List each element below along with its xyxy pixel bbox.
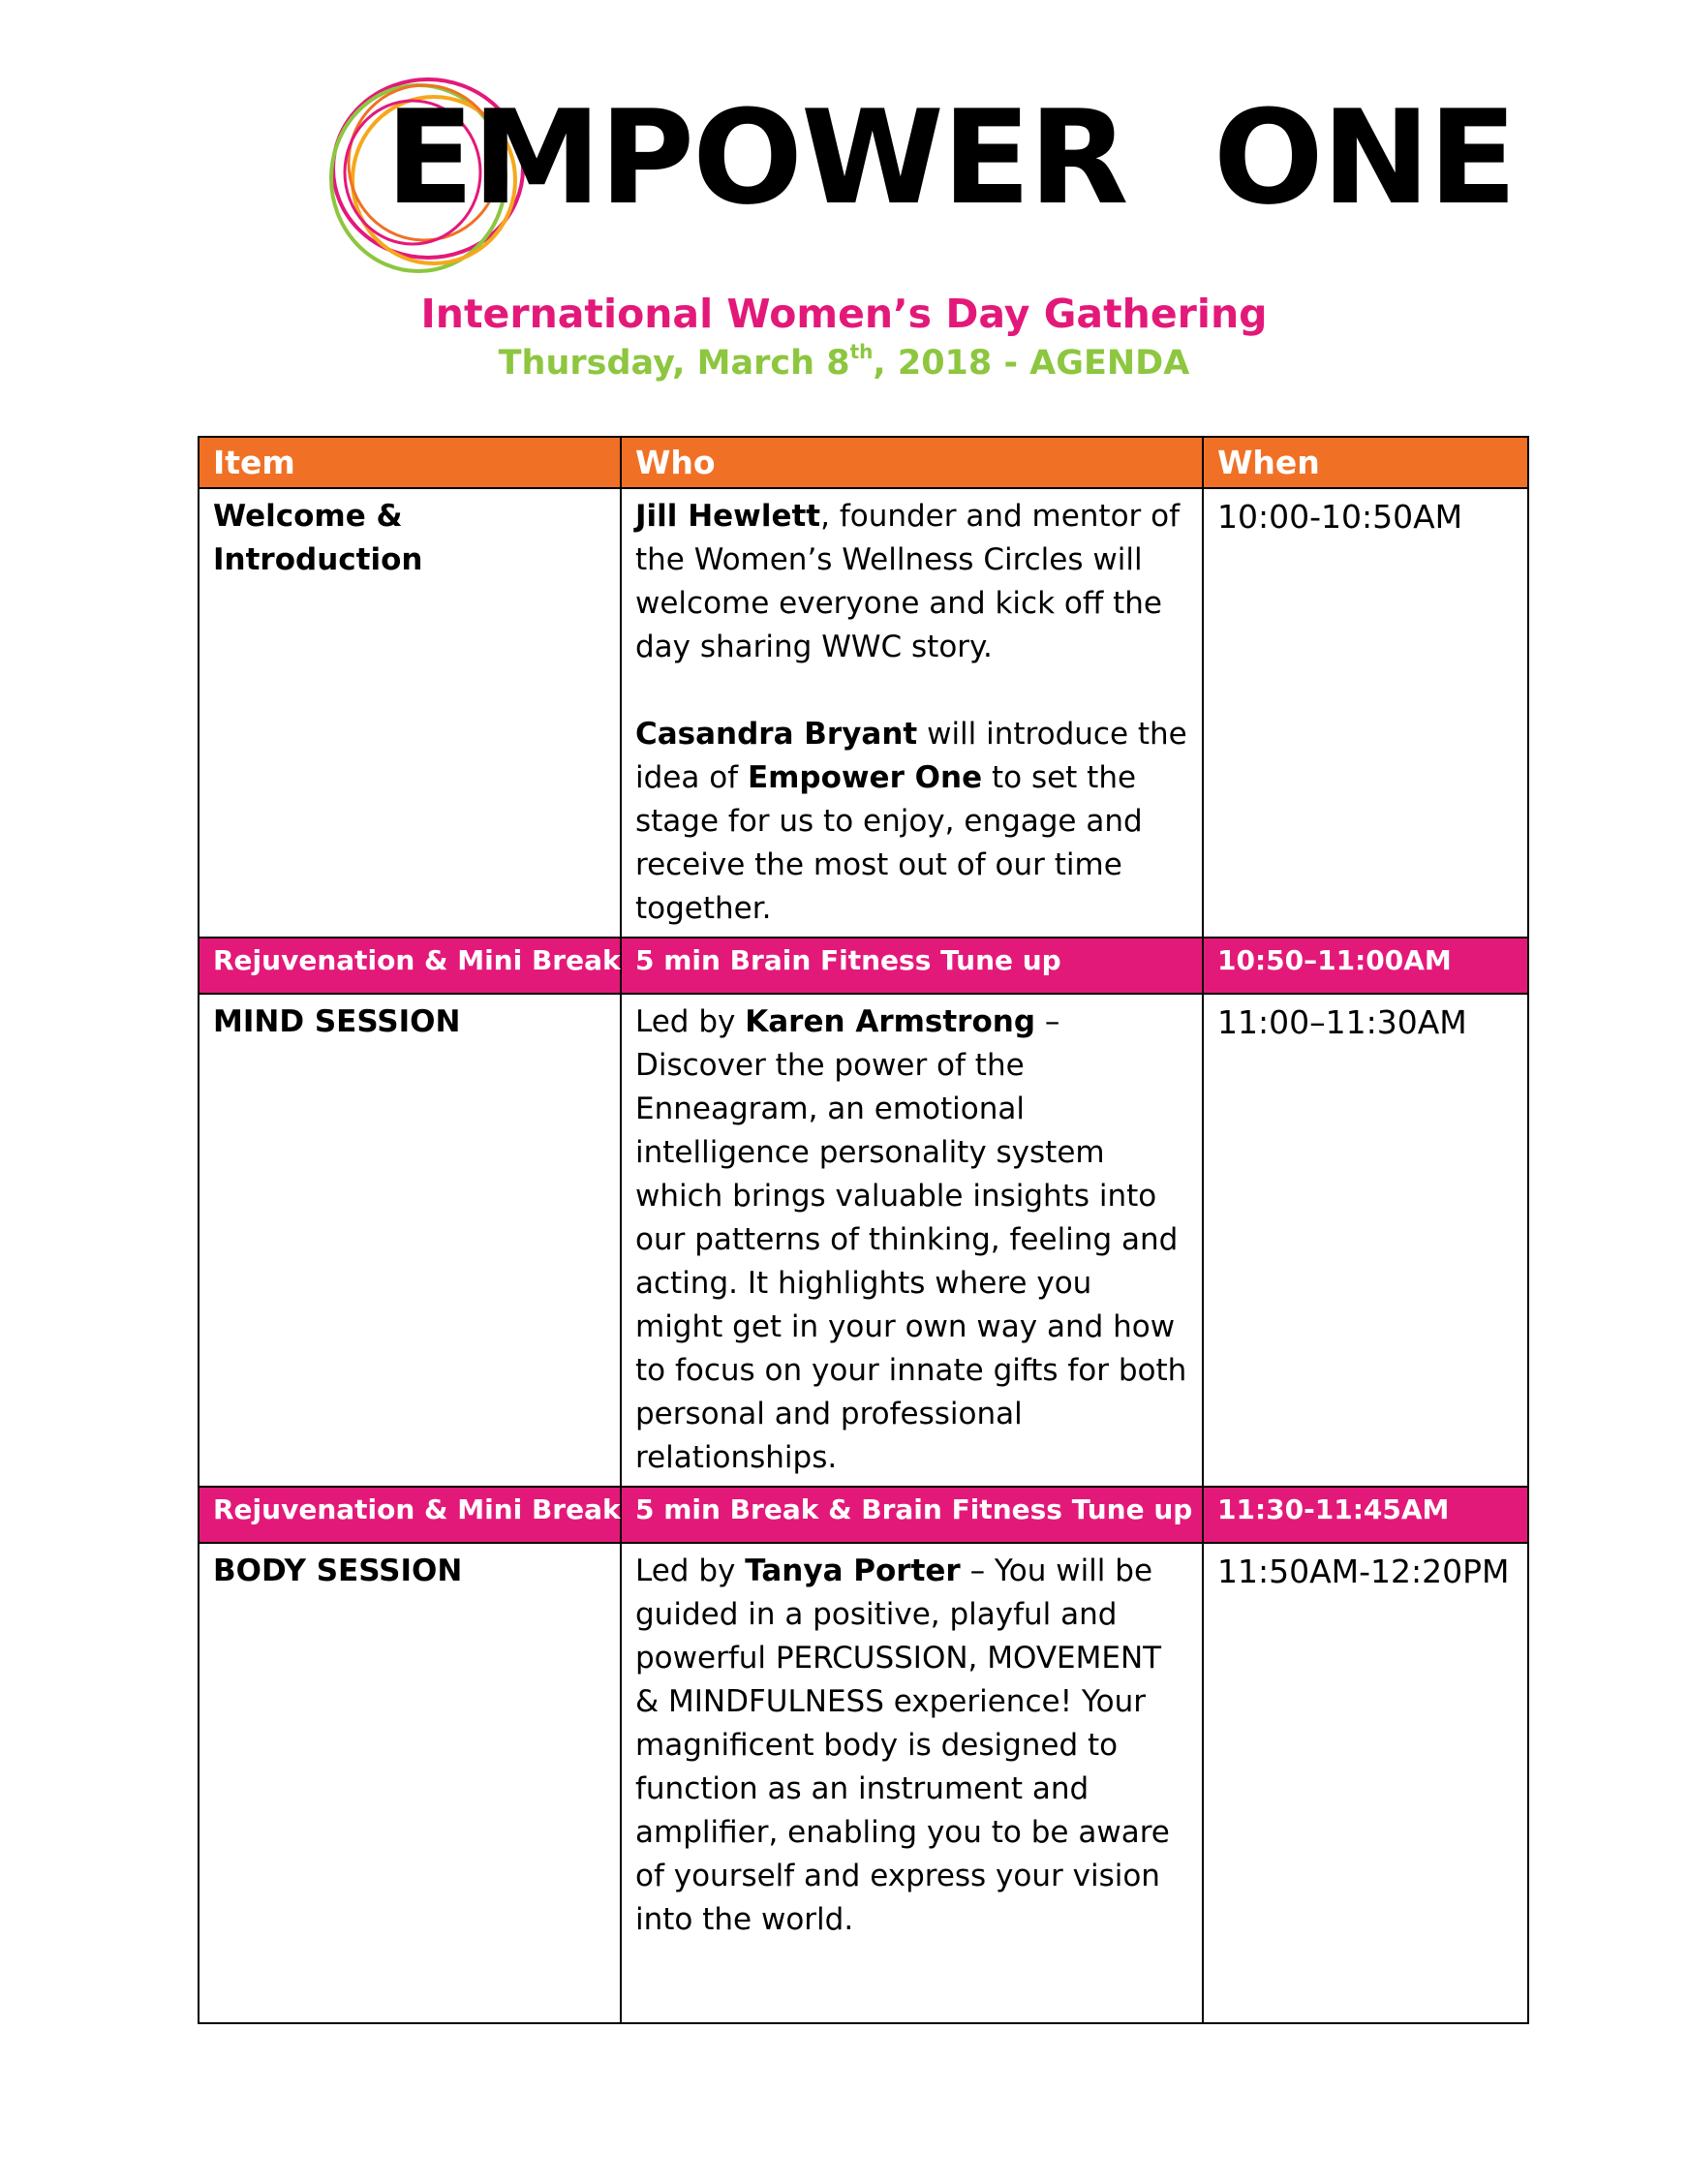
header-who: Who [621,437,1203,488]
mind-lead: Led by [635,1004,746,1039]
welcome-p2-bold: Empower One [747,760,983,795]
table-row-body [199,1543,1528,2023]
body-lead: Led by [635,1553,746,1588]
table-header-row [199,437,1528,488]
break2-who: 5 min Break & Brain Fitness Tune up [621,1487,1203,1543]
body-presenter: Tanya Porter [745,1553,961,1588]
body-item: BODY SESSION [213,1553,463,1588]
mind-when-cell [1203,994,1528,1487]
event-date-rest: , 2018 - AGENDA [873,344,1190,383]
event-title: International Women’s Day Gathering [420,291,1268,337]
break2-when: 11:30-11:45AM [1203,1487,1528,1543]
break1-who: 5 min Brain Fitness Tune up [621,938,1203,994]
welcome-paragraph-2 [635,713,1188,931]
agenda-table [198,436,1529,2024]
mind-text: – Discover the power of the Enneagram, an emotional intelligence personality system which brings valuable insights into our patterns of thinking, feeling and acting. It highlights where you might get in your own way and how to focus on your innate gifts for both personal and professional relationships. [635,1004,1187,1475]
welcome-presenter-1: Jill Hewlett [635,499,821,534]
table-row-welcome [199,488,1528,938]
table-row-mind [199,994,1528,1487]
table-row-break-2 [199,1487,1528,1543]
break2-item: Rejuvenation & Mini Break [199,1487,621,1543]
table-row-break-1 [199,938,1528,994]
welcome-who-cell [621,488,1203,938]
event-date-suffix: th [849,340,874,363]
header-when: When [1203,437,1528,488]
mind-presenter: Karen Armstrong [745,1004,1036,1039]
body-item-cell [199,1543,621,2023]
mind-item-cell [199,994,621,1487]
body-when-cell [1203,1543,1528,2023]
mind-when: 11:00–11:30AM [1217,1003,1467,1041]
event-date-prefix: Thursday, March 8 [498,344,850,383]
body-when: 11:50AM-12:20PM [1217,1553,1510,1590]
welcome-paragraph-1 [635,495,1188,669]
welcome-p1-text: , founder and mentor of the Women’s Wellness Circles will welcome everyone and kick off the day sharing WWC story. [635,499,1181,664]
mind-item: MIND SESSION [213,1004,461,1039]
header-item: Item [199,437,621,488]
welcome-item-cell [199,488,621,938]
mind-who-cell [621,994,1203,1487]
welcome-p2-text-a: will introduce the idea of [635,717,1187,795]
welcome-when: 10:00-10:50AM [1217,498,1463,536]
logo-wordmark: EMPOWER ONE [385,82,1516,233]
welcome-item: Welcome & Introduction [213,499,423,577]
body-who-cell [621,1543,1203,2023]
break1-item: Rejuvenation & Mini Break [199,938,621,994]
welcome-when-cell [1203,488,1528,938]
break1-when: 10:50–11:00AM [1203,938,1528,994]
welcome-presenter-2: Casandra Bryant [635,717,918,752]
event-date [0,340,1688,383]
body-text: – You will be guided in a positive, playful and powerful PERCUSSION, MOVEMENT & MINDFULNESS experience! Your magnificent body is designed to function as an instrument and amplifier, enabling you to be aware of yourself and express your vision into the world. [635,1553,1170,1937]
welcome-p2-text-b: to set the stage for us to enjoy, engage and receive the most out of our time together. [635,760,1143,926]
